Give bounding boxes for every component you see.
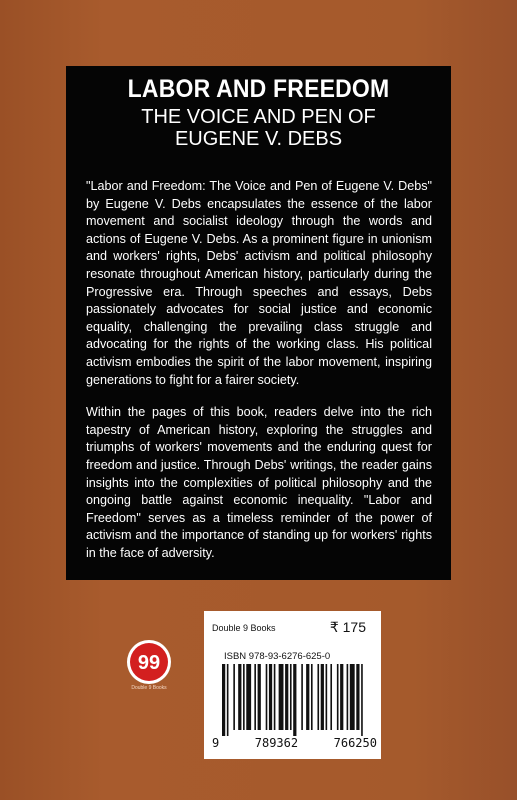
barcode-bar bbox=[285, 664, 288, 730]
barcode-bar bbox=[317, 664, 319, 730]
barcode-digit-group: 766250 bbox=[333, 736, 377, 750]
barcode-bar bbox=[290, 664, 292, 730]
barcode-bar bbox=[233, 664, 235, 730]
barcode-digits bbox=[212, 736, 377, 750]
barcode-bar bbox=[269, 664, 272, 730]
barcode-bar bbox=[361, 664, 363, 736]
blurb-paragraph: Within the pages of this book, readers delve into the rich tapestry of American history, exploring the struggles and triumphs of workers' movements and the enduring quest for freedom and justice. Through Debs' writings, the reader gains insights into the complexities of political philosophy and the ongoing battle against economic inequality. "Labor and Freedom" serves as a timeless reminder of the power of activism and the importance of standing up for workers' rights in the face of adversity. bbox=[86, 405, 432, 560]
logo-caption: Double 9 Books bbox=[131, 685, 167, 691]
logo-numeral: 99 bbox=[137, 652, 161, 674]
publisher-name: Double 9 Books bbox=[212, 623, 276, 633]
barcode-bar bbox=[274, 664, 276, 730]
barcode-digit-group: 9 bbox=[212, 736, 220, 750]
isbn-text: ISBN 978-93-6276-625-0 bbox=[224, 651, 331, 662]
barcode-bar bbox=[350, 664, 355, 730]
publisher-logo-icon bbox=[126, 639, 172, 685]
price: ₹ 175 bbox=[329, 619, 366, 635]
barcode-bar bbox=[243, 664, 245, 730]
barcode-bar bbox=[254, 664, 256, 730]
barcode-bar bbox=[246, 664, 251, 730]
barcode-bar bbox=[356, 664, 359, 730]
barcode-bar bbox=[258, 664, 261, 730]
barcode-bar bbox=[227, 664, 229, 736]
barcode-label bbox=[204, 611, 381, 759]
barcode-digit-group: 789362 bbox=[254, 736, 299, 750]
barcode-bar bbox=[347, 664, 349, 730]
barcode-bar bbox=[279, 664, 284, 730]
barcode-bars bbox=[220, 664, 368, 736]
barcode-bar bbox=[321, 664, 324, 730]
barcode-bar bbox=[311, 664, 313, 730]
barcode-bar bbox=[326, 664, 328, 730]
blurb-paragraph: "Labor and Freedom: The Voice and Pen of Eugene V. Debs" by Eugene V. Debs encapsulates the essence of the labor movement and socialist ideology through the words and actions of Eugene V. Debs. As a prominent figure in unionism and workers' rights, Debs' activism and political philosophy resonate throughout American history, particularly during the Progressive era. Through speeches and essays, Debs passionately advocates for social justice and economic equality, challenging the prevailing class struggle and advocating for the rights of the working class. His political activism embodies the spirit of the labor movement, inspiring generations to fight for a fairer society. bbox=[86, 179, 432, 387]
barcode-bar bbox=[340, 664, 343, 730]
barcode-bar bbox=[293, 664, 296, 736]
book-subtitle: THE VOICE AND PEN OF EUGENE V. DEBS bbox=[141, 106, 376, 150]
barcode-bar bbox=[330, 664, 332, 730]
book-title: LABOR AND FREEDOM bbox=[127, 75, 390, 103]
barcode-bar bbox=[301, 664, 303, 730]
barcode-bar bbox=[238, 664, 241, 730]
blurb bbox=[86, 178, 432, 577]
barcode-bar bbox=[337, 664, 339, 730]
barcode-bar bbox=[306, 664, 309, 730]
barcode-bar bbox=[222, 664, 225, 736]
barcode-bar bbox=[266, 664, 268, 730]
